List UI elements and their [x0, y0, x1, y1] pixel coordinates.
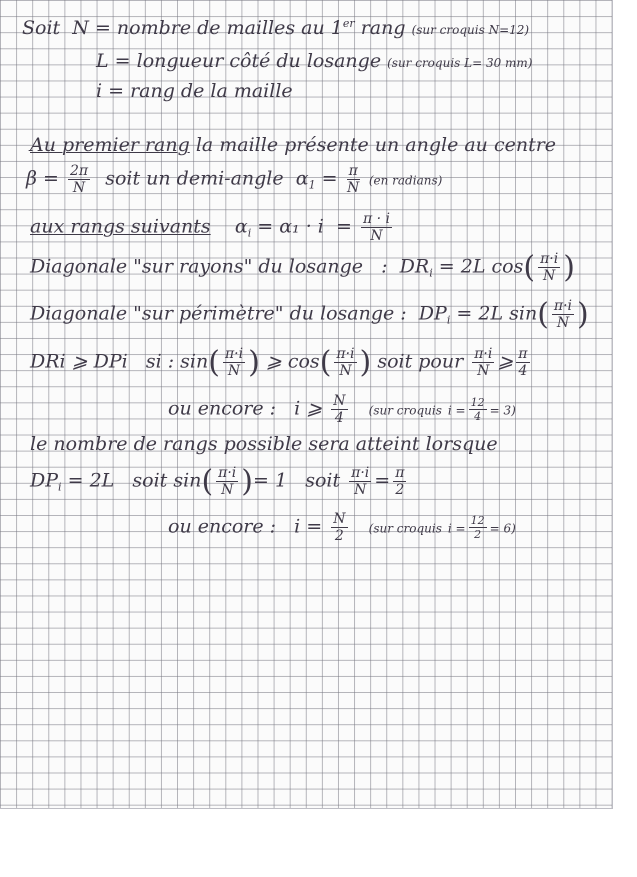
paren-close: ) — [359, 345, 372, 380]
dp-num2: π·i — [351, 465, 370, 481]
definition-n-text: = nombre de mailles au 1 — [94, 17, 343, 39]
paren-close: ) — [563, 250, 575, 285]
alphai-mid: = α₁ · i — [257, 215, 324, 238]
ou-encore-2-note-i: i = — [447, 521, 466, 536]
dp-eq2: = 1 — [253, 469, 288, 492]
ineq-geq2: ⩾ — [497, 350, 514, 373]
paren-open: ( — [523, 250, 536, 285]
ou-encore-1-note-post: = 3) — [489, 403, 516, 418]
diag-perim-eq: = 2L sin — [456, 302, 538, 325]
diag-rays-den: N — [543, 268, 556, 284]
first-rank-line — [30, 136, 556, 155]
definition-n-note: (sur croquis N=12) — [411, 23, 530, 37]
ou-encore-2-note-pre: (sur croquis — [368, 521, 442, 536]
ou-encore-1-note-fraction — [469, 397, 487, 422]
dp-den1: N — [221, 482, 234, 498]
ou-encore-1-fraction — [331, 394, 347, 425]
diag-rays-lhs: DR — [399, 255, 430, 278]
definition-n-rang: rang — [360, 17, 406, 39]
ou-encore-1-lhs: i ⩾ — [294, 397, 323, 420]
ineq-soit: soit pour — [377, 350, 464, 373]
max-ranks-line — [30, 435, 498, 454]
diag-perim-fraction — [552, 299, 574, 330]
ou-encore-2-note-post: = 6) — [489, 521, 516, 536]
next-ranks-heading: aux rangs suivants — [30, 215, 211, 238]
max-ranks-text: le nombre de rangs possible sera atteint lorsque — [30, 433, 498, 455]
first-rank-text: la maille présente un angle au centre — [195, 134, 557, 156]
definition-prefix: Soit — [22, 17, 61, 39]
ou-encore-2-note-num: 12 — [470, 514, 485, 527]
beta-num: 2π — [70, 163, 89, 179]
ou-encore-2-den: 2 — [334, 528, 344, 544]
ineq-num3: π·i — [474, 346, 493, 362]
paren-open: ( — [537, 297, 549, 332]
dp-num3: π — [395, 465, 405, 481]
dp-eq: = 2L — [67, 469, 115, 492]
ineq-sin: sin — [180, 350, 209, 373]
dp-eq3: = — [374, 469, 391, 492]
definition-n-sup: er — [342, 17, 355, 30]
diag-rays-label: Diagonale "sur rayons" du losange — [30, 255, 364, 278]
dp-sub: i — [58, 480, 62, 494]
ou-encore-1-num: N — [333, 393, 346, 409]
diag-rays-fraction — [538, 252, 560, 283]
definition-var-l: L — [96, 50, 109, 72]
definition-i-line — [96, 82, 293, 101]
diag-rays-sub: i — [429, 266, 433, 280]
ineq-frac1 — [223, 347, 245, 378]
ineq-num4: π — [518, 346, 528, 362]
ineq-frac4 — [516, 347, 529, 378]
ineq-den3: N — [477, 363, 490, 379]
ou-encore-2-lhs: i = — [294, 515, 323, 538]
ou-encore-1-note-i: i = — [447, 403, 466, 418]
alpha1-num: π — [348, 163, 358, 179]
diag-rays-num: π·i — [540, 251, 559, 267]
ineq-cos: cos — [287, 350, 320, 373]
definition-l-line — [96, 52, 533, 71]
ou-encore-2-note-fraction — [469, 515, 487, 540]
dp-den2: N — [354, 482, 367, 498]
ineq-si: si : — [145, 350, 175, 373]
alpha1-eq: = — [321, 167, 338, 190]
paren-open: ( — [201, 464, 214, 499]
dp-frac2 — [349, 466, 371, 497]
paren-close: ) — [577, 297, 589, 332]
alphai-sub: i — [247, 226, 252, 240]
alpha1-note: (en radians) — [368, 173, 443, 188]
diag-perim-num: π·i — [553, 298, 573, 314]
definition-var-n: N — [72, 17, 89, 39]
ou-encore-2-fraction — [331, 512, 347, 543]
beta-line — [26, 164, 442, 195]
alphai-eq: = — [335, 215, 352, 238]
ou-encore-1-note-pre: (sur croquis — [368, 403, 442, 418]
dp-num1: π·i — [218, 465, 237, 481]
ineq-lhs: DRi ⩾ DPi — [30, 350, 128, 373]
beta-text: soit un demi-angle — [105, 167, 284, 190]
alphai-num: π · i — [362, 211, 390, 227]
dp-soit2: soit — [305, 469, 341, 492]
next-ranks-line — [30, 212, 395, 243]
ou-encore-2-note-den: 2 — [474, 528, 482, 541]
ou-encore-line-2 — [168, 512, 516, 543]
beta-fraction — [68, 164, 90, 195]
ou-encore-2-text: ou encore : — [168, 515, 277, 538]
dp-den3: 2 — [395, 482, 405, 498]
alpha1-sub: 1 — [308, 178, 316, 192]
ou-encore-2-num: N — [333, 511, 346, 527]
dp-line — [30, 466, 409, 497]
diag-rays-colon: : — [381, 255, 388, 278]
alphai-fraction — [361, 212, 392, 243]
ou-encore-1-text: ou encore : — [168, 397, 277, 420]
dp-sin: sin — [173, 469, 202, 492]
paren-close: ) — [241, 464, 254, 499]
dp-soit: soit — [132, 469, 168, 492]
alpha1-symbol: α — [295, 167, 309, 190]
ineq-den4: 4 — [518, 363, 528, 379]
ou-encore-1-note-den: 4 — [474, 410, 482, 423]
diag-rays-eq: = 2L cos — [438, 255, 524, 278]
ineq-frac2 — [334, 347, 356, 378]
dp-lhs: DP — [30, 469, 59, 492]
ineq-num1: π·i — [224, 346, 244, 362]
paren-open: ( — [208, 345, 220, 380]
paren-close: ) — [248, 345, 260, 380]
alphai-symbol: α — [234, 215, 248, 238]
diag-perim-lhs: DP — [418, 302, 447, 325]
paren-open: ( — [319, 345, 332, 380]
ineq-num2: π·i — [336, 346, 355, 362]
beta-den: N — [72, 180, 86, 196]
definition-n-line — [22, 18, 529, 38]
dp-frac3 — [393, 466, 406, 497]
definition-l-text: = longueur côté du losange — [114, 50, 382, 72]
definition-var-i: i — [96, 80, 103, 102]
diag-perim-line — [30, 299, 589, 330]
diag-perim-sub: i — [446, 313, 451, 327]
dp-frac1 — [216, 466, 238, 497]
definition-l-note: (sur croquis L= 30 mm) — [387, 56, 533, 70]
alpha1-fraction — [347, 164, 360, 195]
diag-rays-line — [30, 252, 575, 283]
diag-perim-label: Diagonale "sur périmètre" du losange : — [30, 302, 407, 325]
inequality-line — [30, 347, 533, 378]
ineq-geq: ⩾ — [265, 350, 282, 373]
ineq-frac3 — [472, 347, 494, 378]
ou-encore-line-1 — [168, 394, 516, 425]
alpha1-den: N — [347, 180, 360, 196]
first-rank-heading: Au premier rang — [30, 134, 190, 156]
alphai-den: N — [370, 228, 383, 244]
ineq-den2: N — [339, 363, 352, 379]
ou-encore-1-den: 4 — [334, 410, 344, 426]
definition-i-text: = rang de la maille — [108, 80, 293, 102]
ou-encore-1-note-num: 12 — [470, 396, 485, 409]
diag-perim-den: N — [556, 315, 570, 331]
ineq-den1: N — [227, 363, 241, 379]
beta-lhs: β = — [26, 167, 59, 190]
